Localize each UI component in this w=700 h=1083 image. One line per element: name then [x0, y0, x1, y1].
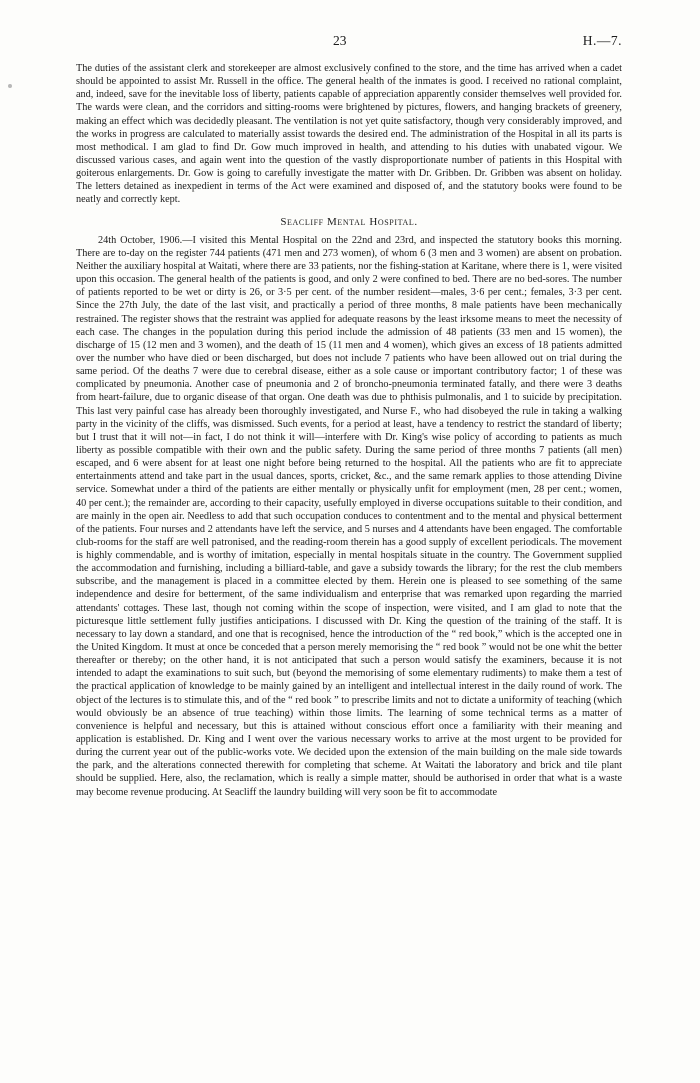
- body-text: [76, 62, 622, 799]
- section-heading: Seacliff Mental Hospital.: [280, 215, 418, 228]
- page-header: [0, 33, 700, 51]
- document-reference: H.—7.: [582, 33, 622, 48]
- page-number: 23: [333, 33, 347, 48]
- paragraph-seacliff: 24th October, 1906.—I visited this Mental Hospital on the 22nd and 23rd, and inspected the statutory books this morning. There are to-day on the register 744 patients (471 men and 273 women), of whom 6 (3 men and 3 women) are absent on probation. Neither the auxiliary hospital at Waitati, where there are 33 patients, nor the fishing-station at Karitane, where there is 1, were visited upon this occasion. The general health of the patients is good, and only 2 were confined to bed. There are no bed-sores. The number of patients reported to be wet or dirty is 26, or 3·5 per cent. of the number resident—males, 3·6 per cent.; females, 3·3 per cent. Since the 27th July, the date of the last visit, and practically a period of three months, 8 male patients have been mechanically restrained. The register shows that the restraint was applied for adequate reasons by the least irksome means to meet the necessity of each case. The changes in the population during this period include the admission of 48 patients (33 men and 15 women), the discharge of 15 (12 men and 3 women), and the death of 15 (11 men and 4 women), which gives an excess of 18 patients admitted over the number who have died or been discharged, but does not include 7 patients who have been allowed out on trial during the same period. Of the deaths 7 were due to cerebral disease, either as a sole cause or important contributory factor; 1 of these was complicated by pneumonia. Another case of pneumonia and 2 of broncho-pneumonia terminated fatally, and there were 3 deaths from heart-failure, due to organic disease of that organ. One death was due to phthisis pulmonalis, and 1 to suicide by precipitation. This last very painful case has already been thoroughly investigated, and Nurse F., who had disobeyed the rule in taking a walking party in the vicinity of the cliffs, was dismissed. Such events, for a period at least, have a tendency to restrict the standard of liberty; but I trust that it will not—in fact, I do not think it will—interfere with Dr. King's wise policy of according to patients as much liberty as possible compatible with their own and the public safety. During the same period of three months 7 patients (all men) escaped, and 6 were absent for at least one night before being returned to the hospital. All the patients who are fit to appreciate entertainments attend and take part in the usual dances, sports, cricket, &c., and the same remark applies to those attending Divine service. Somewhat under a third of the patients are either mentally or physically unfit for employment (men, 28 per cent.; women, 40 per cent.); the remainder are, according to their capacity, usefully employed in diverse occupations suitable to their condition, and are mainly in the open air. Needless to add that such occupation conduces to contentment and to the mental and physical betterment of the patients. Four nurses and 2 attendants have left the service, and 5 nurses and 4 attendants have been engaged. The comfortable club-rooms for the staff are well patronised, and the reading-room therein has a good supply of excellent periodicals. The movement is highly commendable, and is worthy of imitation, especially in mental hospitals situate in the country. The Government supplied the accommodation and furnishing, including a billiard-table, and gave a subsidy towards the library; for the rest the club members subscribe, and the management is placed in a committee elected by them. Herein one is pleased to see something of the same independence and desire for betterment, of the same individualism and enterprise that was remarked upon regarding the married attendants' cottages. These last, though not coming within the scope of inspection, were visited, and I am glad to note that the picturesque little settlement fully justifies anticipations. I discussed with Dr. King the question of the training of the staff. It is necessary to lay down a standard, and one that is recognised, hence the introduction of the “ red book,” which is the accepted one in the United Kingdom. It must at once be conceded that a person merely memorising the “ red book ” would not be one whit the better thereafter or thereby; on the other hand, it is not anticipated that such a person would satisfy the examiners, because it is not intended to adapt the examinations to suit such, but (beyond the memorising of some elementary rudiments) to make them a test of the practical application of knowledge to be mainly gained by an intelligent and intellectual interest in the daily round of work. The object of the lectures is to stimulate this, and of the “ red book ” to prescribe limits and not to dictate a uniformity of teaching (which would obviously be an absence of true teaching) within those limits. The learning of some technical terms as a matter of convenience is helpful and necessary, but this is attained without conscious effort once a familiarity with their meaning and application is established. Dr. King and I went over the various necessary works to arrive at the most urgent to be provided for during the current year out of the public-works vote. We decided upon the extension of the main building on the male side towards the park, and the alterations connected therewith for completing that scheme. At Waitati the laboratory and brick and tile plant should be supplied. Here, also, the reclamation, which is really a simple matter, should be authorised in order that what is a waste may become revenue producing. At Seacliff the laundry building will very soon be fit to accommodate: [76, 234, 622, 798]
- margin-speck: [8, 84, 12, 88]
- paragraph-intro: The duties of the assistant clerk and storekeeper are almost exclusively confined to the store, and the time has arrived when a cadet should be appointed to assist Mr. Russell in the office. The general health of the inmates is good. I received no rational complaint, and, indeed, save for the inevitable loss of liberty, patients capable of appreciation apparently consider themselves well provided for. The wards were clean, and the corridors and sitting-rooms were brightened by pictures, flowers, and hanging brackets of greenery, making an effect which was decidedly pleasant. The ventilation is not yet quite satisfactory, though very considerably improved, and the works in progress are calculated to materially assist towards the desired end. The administration of the Hospital in all its parts is most methodical. I am glad to find Dr. Gow much improved in health, and attending to his duties with unabated vigour. We discussed various cases, and again went into the question of the vastly disproportionate number of patients in this Hospital with goiterous enlargements. Dr. Gow is going to carefully investigate the matter with Dr. Gribben. Dr. Gribben was absent on holiday. The letters detained as inexpedient in terms of the Act were examined and disposed of, and the statutory books were found to be neatly and correctly kept.: [76, 63, 622, 206]
